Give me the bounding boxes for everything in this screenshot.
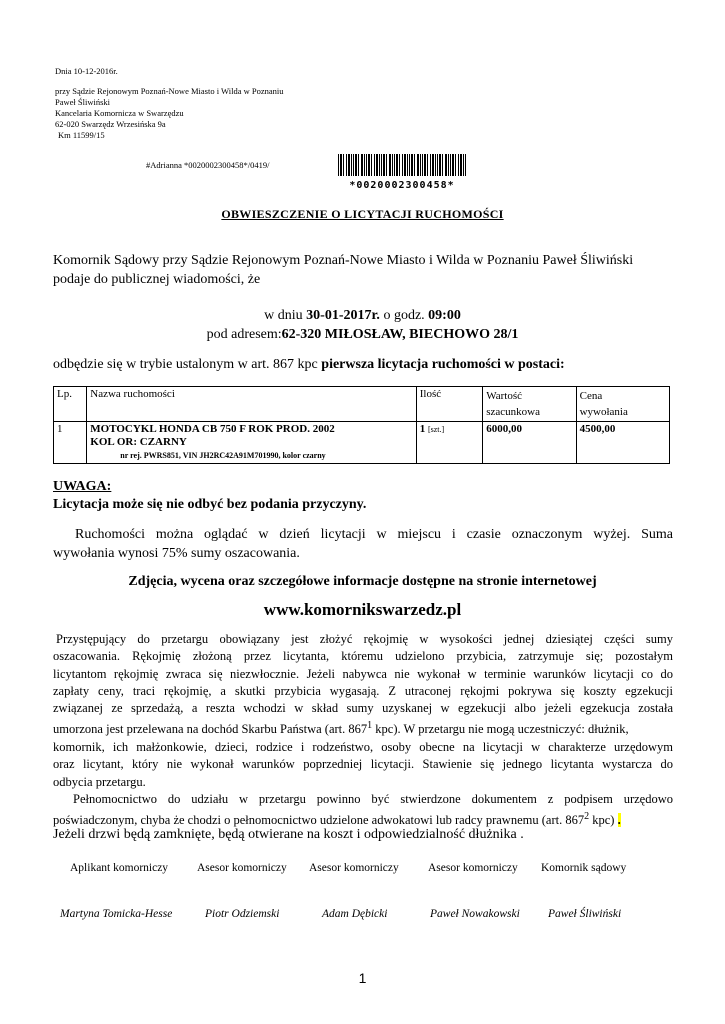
mode-text: odbędzie się w trybie ustalonym w art. 867 kpc: [53, 357, 318, 372]
intro-paragraph: [53, 251, 673, 289]
signatory-name-3: Adam Dębicki: [322, 908, 388, 920]
auction-when: [0, 306, 725, 325]
cell-lp: 1: [54, 422, 87, 464]
th-value-1: Wartość: [486, 390, 523, 402]
photos-info: Zdjęcia, wycena oraz szczegółowe informacje dostępne na stronie internetowej: [128, 574, 597, 589]
rules-line-6a: umorzona jest przelewana na dochód Skarbu Państwa (art. 867: [53, 722, 368, 737]
addr-prefix: pod adresem:: [206, 327, 282, 342]
mode-bold: pierwsza licytacja ruchomości w postaci:: [321, 357, 565, 372]
cell-qty: [416, 422, 483, 464]
signatory-role-2: Asesor komorniczy: [197, 862, 287, 874]
header-office: Kancelaria Komornicza w Swarzędzu: [55, 108, 184, 118]
header-address: 62-020 Swarzędz Wrzesińska 9a: [55, 119, 166, 129]
header-block: [55, 66, 118, 77]
website-link[interactable]: www.komornikswarzedz.pl: [263, 600, 462, 619]
rules-line-6b: kpc). W przetargu nie mogą uczestniczyć: dłużnik,: [372, 722, 629, 737]
auction-address: 62-320 MIŁOSŁAW, BIECHOWO 28/1: [281, 327, 519, 342]
th-value-2: szacunkowa: [486, 406, 541, 418]
rules-line-2: oszacowania. Rękojmię złożoną przez licytanta, któremu udzielono przybicia, zatrzymuje się; pozostałym: [53, 649, 673, 664]
item-name-3: nr rej. PWRS851, VIN JH2RC42A91M701990, kolor czarny: [120, 451, 326, 460]
page-number: 1: [358, 970, 367, 986]
rules-paragraph: [53, 631, 673, 830]
rules-sup-1: 1: [367, 720, 373, 732]
th-price: [576, 387, 669, 422]
header-case: Km 11599/15: [58, 130, 105, 140]
signatory-role-3: Asesor komorniczy: [309, 862, 399, 874]
rules-line-4: zapłaty ceny, traci rękojmię, a skutki przybicia wygasają. Z utraconej rękojmi pokrywa się koszty egzekucji: [53, 683, 673, 698]
cell-name: [87, 422, 416, 464]
th-name: Nazwa ruchomości: [87, 387, 416, 422]
rules-line-10: Pełnomocnictwo do udziału w przetargu powinno być stwierdzone dokumentem z podpisem urzędowo: [73, 791, 673, 806]
header-bailiff: Paweł Śliwiński: [55, 97, 111, 107]
th-value: [483, 387, 576, 422]
signatory-name-5: Paweł Śliwiński: [548, 908, 622, 920]
barcode-bars: [338, 154, 466, 176]
warning-text: Licytacja może się nie odbyć bez podania przyczyny.: [53, 497, 367, 512]
signatory-name-2: Piotr Odziemski: [205, 908, 280, 920]
when-mid: o godz.: [383, 308, 425, 323]
signatory-role-4: Asesor komorniczy: [428, 862, 518, 874]
viewing-line-1: Ruchomości można oglądać w dzień licytacji w miejscu i czasie oznaczonym wyżej. Suma: [75, 527, 673, 542]
header-court: przy Sądzie Rejonowym Poznań-Nowe Miasto i Wilda w Poznaniu: [55, 86, 284, 96]
rules-line-11a: poświadczonym, chyba że chodzi o pełnomocnictwo udzielone adwokatowi lub radcy prawnemu (art. 867: [53, 813, 585, 828]
signatory-name-4: Paweł Nowakowski: [430, 908, 520, 920]
intro-line-2: podaje do publicznej wiadomości, że: [53, 272, 261, 287]
document-title: OBWIESZCZENIE O LICYTACJI RUCHOMOŚCI: [221, 207, 504, 221]
rules-line-1: Przystępujący do przetargu obowiązany jest złożyć rękojmię w wysokości jednej dziesiątej części sumy: [56, 632, 673, 646]
rules-sup-2: 2: [584, 811, 590, 823]
cell-value: 6000,00: [483, 422, 576, 464]
reference-code: #Adrianna *0020002300458*/0419/: [146, 160, 270, 170]
signatory-name-1: Martyna Tomicka-Hesse: [60, 908, 173, 920]
table-header-row: [54, 387, 670, 422]
rules-line-11b: kpc): [589, 813, 615, 828]
items-table: [53, 386, 670, 464]
item-name-2: KOL OR: CZARNY: [90, 436, 187, 448]
rules-line-8: oraz licytant, który nie wykonał warunków poprzedniej licytacji. Stawienie się jednego licytanta wystarcza do: [53, 757, 673, 772]
th-price-1: Cena: [579, 390, 603, 402]
table-row: [54, 422, 670, 464]
signatory-role-1: Aplikant komorniczy: [70, 862, 169, 874]
th-lp: Lp.: [54, 387, 87, 422]
qty-unit: [szt.]: [427, 425, 445, 434]
viewing-line-2: wywołania wynosi 75% sumy oszacowania.: [53, 546, 300, 561]
th-qty: Ilość: [416, 387, 483, 422]
office-block: [55, 86, 284, 141]
highlighted-period: .: [617, 813, 621, 828]
rules-line-7: komornik, ich małżonkowie, dzieci, rodzice i rodzeństwo, osoby obecne na licytacji w charakterze urzędowym: [53, 739, 673, 754]
rules-line-3: licytantom rękojmię zwraca się niezwłocznie. Jeżeli nabywca nie wykonał w terminie warunków licytacji co do: [53, 666, 673, 681]
auction-time: 09:00: [428, 308, 461, 323]
barcode-text: *0020002300458*: [349, 180, 455, 191]
item-name-1: MOTOCYKL HONDA CB 750 F ROK PROD. 2002: [90, 423, 335, 435]
rules-line-5: związanej ze sprzedażą, a reszta wchodzi w skład sumy uzyskanej w egzekucji albo jeżeli egzekucja została: [53, 701, 673, 716]
warning-heading: UWAGA:: [53, 479, 112, 494]
th-price-2: wywołania: [579, 406, 628, 418]
auction-mode: [53, 355, 693, 374]
auction-date: 30-01-2017r.: [306, 308, 380, 323]
rules-line-9: odbycia przetargu.: [53, 774, 146, 789]
doors-notice: Jeżeli drzwi będą zamknięte, będą otwierane na koszt i odpowiedzialność dłużnika .: [53, 827, 524, 842]
when-prefix: w dniu: [264, 308, 303, 323]
barcode: [338, 154, 466, 191]
rules-line-6: [53, 717, 673, 738]
header-date: Dnia 10-12-2016r.: [55, 66, 118, 76]
cell-price: 4500,00: [576, 422, 669, 464]
signatory-role-5: Komornik sądowy: [541, 862, 627, 874]
auction-where: [0, 325, 725, 344]
viewing-paragraph: [53, 525, 673, 563]
qty-value: 1: [419, 423, 426, 435]
intro-line-1: Komornik Sądowy przy Sądzie Rejonowym Poznań-Nowe Miasto i Wilda w Poznaniu Paweł Śliwiński: [53, 253, 634, 268]
